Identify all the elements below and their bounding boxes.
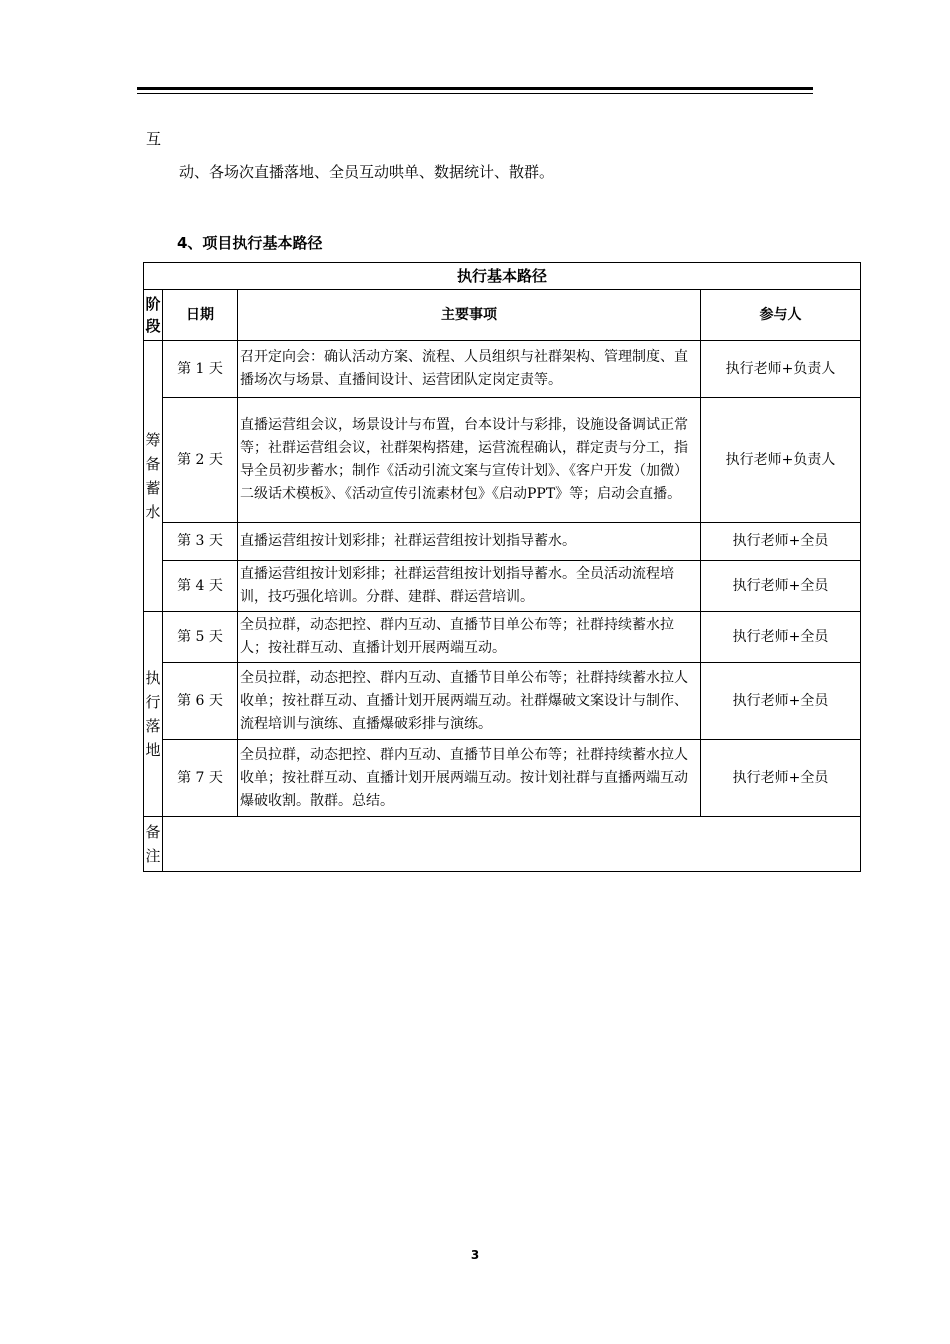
row-tasks: 全员拉群，动态把控、群内互动、直播节目单公布等；社群持续蓄水拉人收单；按社群互动、直播计划开展两端互动。按计划社群与直播两端互动爆破收割。散群。总结。 <box>238 740 701 817</box>
table-header-row <box>144 290 861 341</box>
notes-value <box>163 817 861 872</box>
row-participants: 执行老师+全员 <box>701 523 861 561</box>
header-stage: 阶段 <box>144 290 163 341</box>
table-row <box>144 398 861 523</box>
header-date: 日期 <box>163 290 238 341</box>
intro-line-1: 互 <box>146 130 162 148</box>
stage-prep: 筹备蓄水 <box>144 341 163 612</box>
row-date: 第 5 天 <box>163 612 238 663</box>
row-date: 第 4 天 <box>163 561 238 612</box>
row-date: 第 2 天 <box>163 398 238 523</box>
stage-exec: 执行落地 <box>144 612 163 817</box>
row-tasks: 直播运营组会议，场景设计与布置，台本设计与彩排，设施设备调试正常等；社群运营组会议，社群架构搭建，运营流程确认，群定责与分工，指导全员初步蓄水；制作《活动引流文案与宣传计划》、《客户开发（加微）二级话术模板》、《活动宣传引流素材包》《启动PPT》等；启动会直播。 <box>238 398 701 523</box>
intro-line-2: 动、各场次直播落地、全员互动哄单、数据统计、散群。 <box>179 163 555 181</box>
row-participants: 执行老师+全员 <box>701 740 861 817</box>
page-number: 3 <box>470 1248 480 1262</box>
row-date: 第 7 天 <box>163 740 238 817</box>
row-participants: 执行老师+全员 <box>701 612 861 663</box>
row-tasks: 直播运营组按计划彩排；社群运营组按计划指导蓄水。 <box>238 523 701 561</box>
header-rule <box>137 87 813 94</box>
row-participants: 执行老师+全员 <box>701 663 861 740</box>
section-heading: 4、项目执行基本路径 <box>177 234 323 252</box>
table-row <box>144 561 861 612</box>
row-tasks: 召开定向会：确认活动方案、流程、人员组织与社群架构、管理制度、直播场次与场景、直播间设计、运营团队定岗定责等。 <box>238 341 701 398</box>
table-row <box>144 740 861 817</box>
stage-notes: 备注 <box>144 817 163 872</box>
table-row <box>144 341 861 398</box>
row-date: 第 6 天 <box>163 663 238 740</box>
row-participants: 执行老师+负责人 <box>701 341 861 398</box>
row-date: 第 1 天 <box>163 341 238 398</box>
table-row <box>144 523 861 561</box>
execution-path-table <box>143 262 861 872</box>
header-participants: 参与人 <box>701 290 861 341</box>
row-tasks: 全员拉群，动态把控、群内互动、直播节目单公布等；社群持续蓄水拉人收单；按社群互动、直播计划开展两端互动。社群爆破文案设计与制作、流程培训与演练、直播爆破彩排与演练。 <box>238 663 701 740</box>
table-caption: 执行基本路径 <box>144 263 861 290</box>
row-participants: 执行老师+全员 <box>701 561 861 612</box>
row-date: 第 3 天 <box>163 523 238 561</box>
row-participants: 执行老师+负责人 <box>701 398 861 523</box>
table-row <box>144 663 861 740</box>
table-row <box>144 612 861 663</box>
row-tasks: 直播运营组按计划彩排；社群运营组按计划指导蓄水。全员活动流程培训，技巧强化培训。分群、建群、群运营培训。 <box>238 561 701 612</box>
notes-row <box>144 817 861 872</box>
header-tasks: 主要事项 <box>238 290 701 341</box>
row-tasks: 全员拉群，动态把控、群内互动、直播节目单公布等；社群持续蓄水拉人；按社群互动、直播计划开展两端互动。 <box>238 612 701 663</box>
table-caption-row <box>144 263 861 290</box>
